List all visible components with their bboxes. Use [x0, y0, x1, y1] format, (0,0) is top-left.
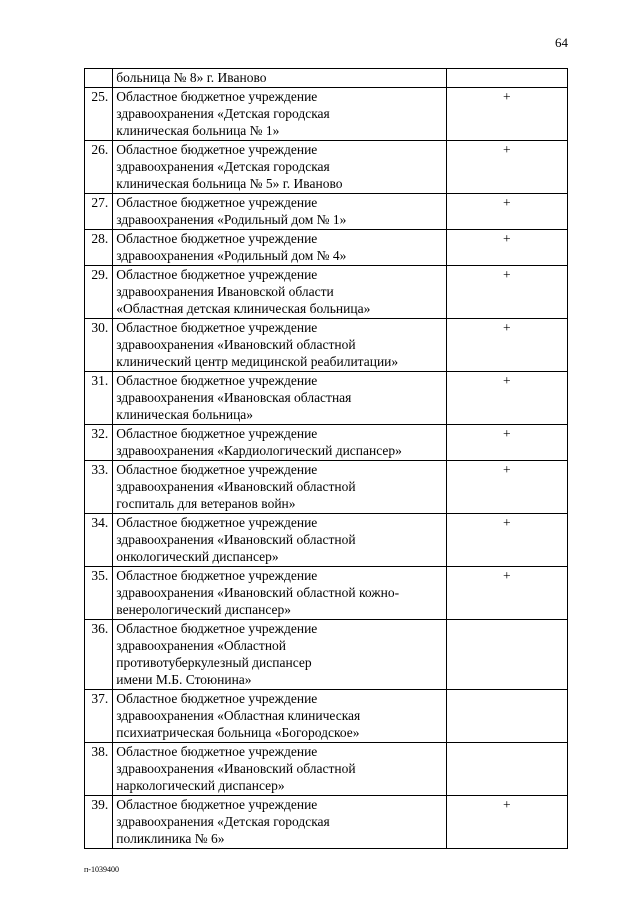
table-row: [85, 230, 568, 266]
row-number: [85, 69, 113, 88]
row-number: 25.: [85, 88, 113, 141]
institution-name: Областное бюджетное учреждение здравоохранения «Областная клиническая психиатрическая больница «Богородское»: [113, 690, 446, 743]
mark-cell: +: [446, 266, 567, 319]
mark-cell: [446, 743, 567, 796]
institution-name: Областное бюджетное учреждение здравоохранения «Родильный дом № 1»: [113, 194, 446, 230]
institution-name: Областное бюджетное учреждение здравоохранения «Ивановский областной кожно- венерологический диспансер»: [113, 567, 446, 620]
mark-cell: +: [446, 567, 567, 620]
table-row: [85, 620, 568, 690]
mark-cell: +: [446, 141, 567, 194]
mark-cell: [446, 69, 567, 88]
institution-name: Областное бюджетное учреждение здравоохранения «Детская городская клиническая больница № 5» г. Иваново: [113, 141, 446, 194]
table-row: [85, 690, 568, 743]
institution-name: больница № 8» г. Иваново: [113, 69, 446, 88]
table-row: [85, 69, 568, 88]
row-number: 37.: [85, 690, 113, 743]
institution-name: Областное бюджетное учреждение здравоохранения «Ивановский областной клинический центр медицинской реабилитации»: [113, 319, 446, 372]
row-number: 34.: [85, 514, 113, 567]
table-row: [85, 319, 568, 372]
table-row: [85, 266, 568, 319]
row-number: 35.: [85, 567, 113, 620]
page-number: 64: [555, 35, 568, 50]
table-row: [85, 796, 568, 849]
row-number: 31.: [85, 372, 113, 425]
table-row: [85, 194, 568, 230]
institution-name: Областное бюджетное учреждение здравоохранения «Ивановский областной наркологический диспансер»: [113, 743, 446, 796]
institution-name: Областное бюджетное учреждение здравоохранения «Родильный дом № 4»: [113, 230, 446, 266]
table-row: [85, 88, 568, 141]
institution-name: Областное бюджетное учреждение здравоохранения «Ивановский областной онкологический диспансер»: [113, 514, 446, 567]
institution-name: Областное бюджетное учреждение здравоохранения Ивановской области «Областная детская клиническая больница»: [113, 266, 446, 319]
table-row: [85, 743, 568, 796]
institution-name: Областное бюджетное учреждение здравоохранения «Ивановская областная клиническая больница»: [113, 372, 446, 425]
mark-cell: +: [446, 88, 567, 141]
mark-cell: [446, 620, 567, 690]
mark-cell: +: [446, 796, 567, 849]
row-number: 29.: [85, 266, 113, 319]
mark-cell: +: [446, 319, 567, 372]
table-row: [85, 425, 568, 461]
institution-name: Областное бюджетное учреждение здравоохранения «Детская городская клиническая больница № 1»: [113, 88, 446, 141]
row-number: 33.: [85, 461, 113, 514]
row-number: 28.: [85, 230, 113, 266]
table-row: [85, 141, 568, 194]
mark-cell: +: [446, 230, 567, 266]
mark-cell: +: [446, 372, 567, 425]
institution-name: Областное бюджетное учреждение здравоохранения «Ивановский областной госпиталь для ветеранов войн»: [113, 461, 446, 514]
row-number: 36.: [85, 620, 113, 690]
institutions-table: [84, 68, 568, 849]
table-row: [85, 514, 568, 567]
row-number: 30.: [85, 319, 113, 372]
mark-cell: +: [446, 461, 567, 514]
institution-name: Областное бюджетное учреждение здравоохранения «Областной противотуберкулезный диспансер имени М.Б. Стоюнина»: [113, 620, 446, 690]
row-number: 39.: [85, 796, 113, 849]
institutions-table-body: [85, 69, 568, 849]
table-row: [85, 567, 568, 620]
mark-cell: [446, 690, 567, 743]
mark-cell: +: [446, 194, 567, 230]
row-number: 27.: [85, 194, 113, 230]
row-number: 32.: [85, 425, 113, 461]
document-code: п-1039400: [84, 865, 119, 874]
institution-name: Областное бюджетное учреждение здравоохранения «Детская городская поликлиника № 6»: [113, 796, 446, 849]
mark-cell: +: [446, 425, 567, 461]
mark-cell: +: [446, 514, 567, 567]
table-row: [85, 372, 568, 425]
row-number: 26.: [85, 141, 113, 194]
row-number: 38.: [85, 743, 113, 796]
institution-name: Областное бюджетное учреждение здравоохранения «Кардиологический диспансер»: [113, 425, 446, 461]
table-row: [85, 461, 568, 514]
